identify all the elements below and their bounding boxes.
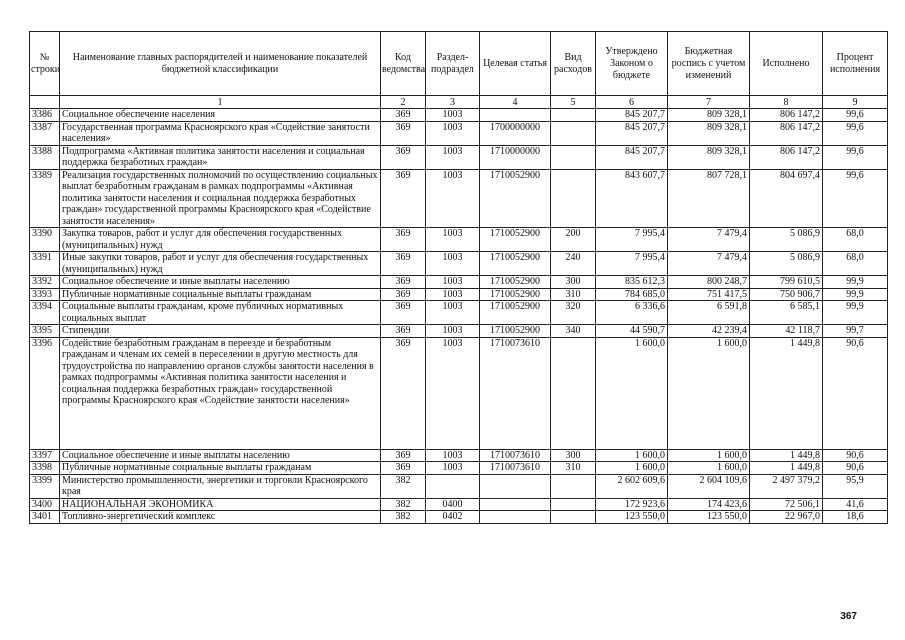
cell-approved: 1 600,0 [596,337,668,449]
cell-approved: 2 602 609,6 [596,474,668,498]
cell-dept: 369 [381,252,426,276]
cell-percent: 99,6 [823,169,888,228]
table-row [30,145,888,169]
column-number: 2 [381,96,426,109]
cell-executed: 42 118,7 [750,325,823,338]
cell-no: 3389 [30,169,60,228]
cell-name: Реализация государственных полномочий по осуществлению социальных выплат безработным гражданам в рамках подпрограммы «Активная политика занятости населения и социальная поддержка безработных граждан» государственной программы Красноярского края «Содействие занятости населения» [60,169,381,228]
cell-section: 1003 [426,462,480,475]
cell-section [426,474,480,498]
cell-approved: 6 336,6 [596,301,668,325]
page-number: 367 [840,611,857,622]
cell-section: 1003 [426,288,480,301]
cell-schedule: 7 479,4 [668,228,750,252]
cell-executed: 1 449,8 [750,337,823,449]
cell-approved: 44 590,7 [596,325,668,338]
cell-target [480,109,551,122]
cell-percent: 99,6 [823,145,888,169]
cell-executed: 5 086,9 [750,228,823,252]
cell-name: Стипендии [60,325,381,338]
cell-target: 1710052900 [480,301,551,325]
cell-percent: 99,9 [823,276,888,289]
cell-exp [551,121,596,145]
cell-exp [551,498,596,511]
cell-executed: 1 449,8 [750,462,823,475]
cell-section: 1003 [426,109,480,122]
cell-no: 3392 [30,276,60,289]
cell-exp: 310 [551,288,596,301]
cell-target: 1710052900 [480,228,551,252]
cell-percent: 99,9 [823,288,888,301]
cell-dept: 369 [381,169,426,228]
column-number: 8 [750,96,823,109]
cell-name: Подпрограмма «Активная политика занятости населения и социальная поддержка безработных граждан» [60,145,381,169]
cell-executed: 6 585,1 [750,301,823,325]
cell-schedule: 42 239,4 [668,325,750,338]
header-section: Раздел-подраздел [426,32,480,96]
cell-executed: 806 147,2 [750,121,823,145]
cell-dept: 369 [381,288,426,301]
cell-name: Иные закупки товаров, работ и услуг для обеспечения государственных (муниципальных) нужд [60,252,381,276]
cell-target [480,474,551,498]
cell-target: 1710052900 [480,288,551,301]
cell-percent: 90,6 [823,449,888,462]
cell-target: 1700000000 [480,121,551,145]
cell-percent: 18,6 [823,511,888,524]
cell-section: 1003 [426,449,480,462]
cell-percent: 41,6 [823,498,888,511]
cell-approved: 1 600,0 [596,449,668,462]
table-row [30,288,888,301]
cell-target: 1710073610 [480,462,551,475]
cell-percent: 99,7 [823,325,888,338]
cell-section: 1003 [426,252,480,276]
cell-section: 1003 [426,145,480,169]
table-row [30,325,888,338]
header-percent: Процент исполнения [823,32,888,96]
cell-executed: 72 506,1 [750,498,823,511]
cell-dept: 382 [381,511,426,524]
column-number: 1 [60,96,381,109]
table-row [30,498,888,511]
cell-section: 1003 [426,337,480,449]
column-number: 5 [551,96,596,109]
cell-section: 1003 [426,325,480,338]
cell-exp: 240 [551,252,596,276]
header-schedule: Бюджетная роспись с учетом изменений [668,32,750,96]
cell-no: 3395 [30,325,60,338]
cell-exp: 310 [551,462,596,475]
cell-approved: 784 685,0 [596,288,668,301]
cell-schedule: 809 328,1 [668,145,750,169]
table-row [30,109,888,122]
cell-schedule: 123 550,0 [668,511,750,524]
cell-schedule: 7 479,4 [668,252,750,276]
cell-exp: 320 [551,301,596,325]
header-name: Наименование главных распорядителей и наименование показателей бюджетной классификации [60,32,381,96]
cell-target: 1710073610 [480,337,551,449]
column-number: 6 [596,96,668,109]
cell-executed: 5 086,9 [750,252,823,276]
cell-dept: 369 [381,121,426,145]
cell-section: 0400 [426,498,480,511]
cell-name: Министерство промышленности, энергетики и торговли Красноярского края [60,474,381,498]
cell-name: Социальное обеспечение населения [60,109,381,122]
cell-exp [551,511,596,524]
cell-no: 3401 [30,511,60,524]
cell-section: 0402 [426,511,480,524]
cell-no: 3388 [30,145,60,169]
table-row [30,252,888,276]
cell-exp: 300 [551,449,596,462]
cell-exp: 200 [551,228,596,252]
cell-dept: 382 [381,498,426,511]
cell-name: Содействие безработным гражданам в переезде и безработным гражданам и членам их семей в переселении в другую местность для трудоустройства по направлению органов службы занятости населения в рамках подпрограммы «Активная политика занятости населения и социальная поддержка безработных граждан» государственной программы Красноярского края «Содействие занятости населения» [60,337,381,449]
cell-schedule: 1 600,0 [668,449,750,462]
cell-name: Социальное обеспечение и иные выплаты населению [60,449,381,462]
cell-schedule: 1 600,0 [668,337,750,449]
cell-dept: 369 [381,301,426,325]
cell-no: 3387 [30,121,60,145]
cell-exp [551,474,596,498]
table-row [30,511,888,524]
cell-approved: 123 550,0 [596,511,668,524]
cell-schedule: 2 604 109,6 [668,474,750,498]
cell-dept: 369 [381,462,426,475]
cell-schedule: 809 328,1 [668,109,750,122]
cell-approved: 1 600,0 [596,462,668,475]
cell-name: Государственная программа Красноярского края «Содействие занятости населения» [60,121,381,145]
cell-executed: 1 449,8 [750,449,823,462]
cell-name: Социальные выплаты гражданам, кроме публичных нормативных социальных выплат [60,301,381,325]
cell-schedule: 174 423,6 [668,498,750,511]
table-row [30,474,888,498]
table-row [30,169,888,228]
table-body [30,109,888,524]
cell-percent: 99,9 [823,301,888,325]
cell-approved: 7 995,4 [596,252,668,276]
cell-no: 3398 [30,462,60,475]
cell-name: Топливно-энергетический комплекс [60,511,381,524]
cell-section: 1003 [426,228,480,252]
cell-section: 1003 [426,169,480,228]
cell-executed: 2 497 379,2 [750,474,823,498]
cell-target: 1710000000 [480,145,551,169]
header-exp-type: Вид расходов [551,32,596,96]
cell-target [480,511,551,524]
cell-approved: 7 995,4 [596,228,668,252]
cell-dept: 369 [381,276,426,289]
cell-approved: 845 207,7 [596,109,668,122]
table-row [30,449,888,462]
cell-name: Закупка товаров, работ и услуг для обеспечения государственных (муниципальных) нужд [60,228,381,252]
cell-schedule: 751 417,5 [668,288,750,301]
cell-executed: 806 147,2 [750,109,823,122]
column-number: 9 [823,96,888,109]
cell-percent: 68,0 [823,252,888,276]
cell-dept: 369 [381,228,426,252]
column-number-row [30,96,888,109]
cell-exp [551,337,596,449]
cell-approved: 843 607,7 [596,169,668,228]
column-number: 4 [480,96,551,109]
cell-no: 3396 [30,337,60,449]
cell-target [480,498,551,511]
cell-exp [551,109,596,122]
cell-name: НАЦИОНАЛЬНАЯ ЭКОНОМИКА [60,498,381,511]
cell-schedule: 807 728,1 [668,169,750,228]
cell-no: 3386 [30,109,60,122]
budget-execution-table [29,31,888,524]
table-row [30,121,888,145]
cell-no: 3391 [30,252,60,276]
cell-percent: 68,0 [823,228,888,252]
column-number: 7 [668,96,750,109]
cell-approved: 172 923,6 [596,498,668,511]
header-approved: Утверждено Законом о бюджете [596,32,668,96]
cell-no: 3390 [30,228,60,252]
cell-target: 1710052900 [480,325,551,338]
cell-target: 1710073610 [480,449,551,462]
table-row [30,337,888,449]
cell-dept: 382 [381,474,426,498]
header-target: Целевая статья [480,32,551,96]
cell-exp [551,169,596,228]
cell-approved: 845 207,7 [596,121,668,145]
cell-name: Публичные нормативные социальные выплаты гражданам [60,288,381,301]
cell-dept: 369 [381,337,426,449]
cell-section: 1003 [426,121,480,145]
cell-exp: 340 [551,325,596,338]
cell-dept: 369 [381,109,426,122]
cell-executed: 22 967,0 [750,511,823,524]
cell-exp: 300 [551,276,596,289]
column-number: 3 [426,96,480,109]
cell-dept: 369 [381,449,426,462]
cell-name: Публичные нормативные социальные выплаты гражданам [60,462,381,475]
cell-schedule: 1 600,0 [668,462,750,475]
cell-approved: 845 207,7 [596,145,668,169]
table-row [30,228,888,252]
header-executed: Исполнено [750,32,823,96]
header-row-no: № строки [30,32,60,96]
cell-target: 1710052900 [480,252,551,276]
cell-dept: 369 [381,325,426,338]
cell-name: Социальное обеспечение и иные выплаты населению [60,276,381,289]
cell-no: 3400 [30,498,60,511]
cell-target: 1710052900 [480,169,551,228]
cell-no: 3397 [30,449,60,462]
cell-percent: 95,9 [823,474,888,498]
cell-percent: 99,6 [823,121,888,145]
cell-executed: 806 147,2 [750,145,823,169]
cell-executed: 799 610,5 [750,276,823,289]
cell-percent: 90,6 [823,337,888,449]
cell-dept: 369 [381,145,426,169]
cell-no: 3393 [30,288,60,301]
cell-section: 1003 [426,301,480,325]
cell-schedule: 800 248,7 [668,276,750,289]
cell-percent: 90,6 [823,462,888,475]
cell-no: 3399 [30,474,60,498]
cell-schedule: 809 328,1 [668,121,750,145]
table-row [30,276,888,289]
cell-executed: 750 906,7 [750,288,823,301]
header-dept: Код ведомства [381,32,426,96]
table-row [30,301,888,325]
table-row [30,462,888,475]
cell-exp [551,145,596,169]
cell-executed: 804 697,4 [750,169,823,228]
cell-schedule: 6 591,8 [668,301,750,325]
cell-section: 1003 [426,276,480,289]
cell-no: 3394 [30,301,60,325]
cell-approved: 835 612,3 [596,276,668,289]
cell-percent: 99,6 [823,109,888,122]
table-header [30,32,888,109]
cell-target: 1710052900 [480,276,551,289]
column-number [30,96,60,109]
